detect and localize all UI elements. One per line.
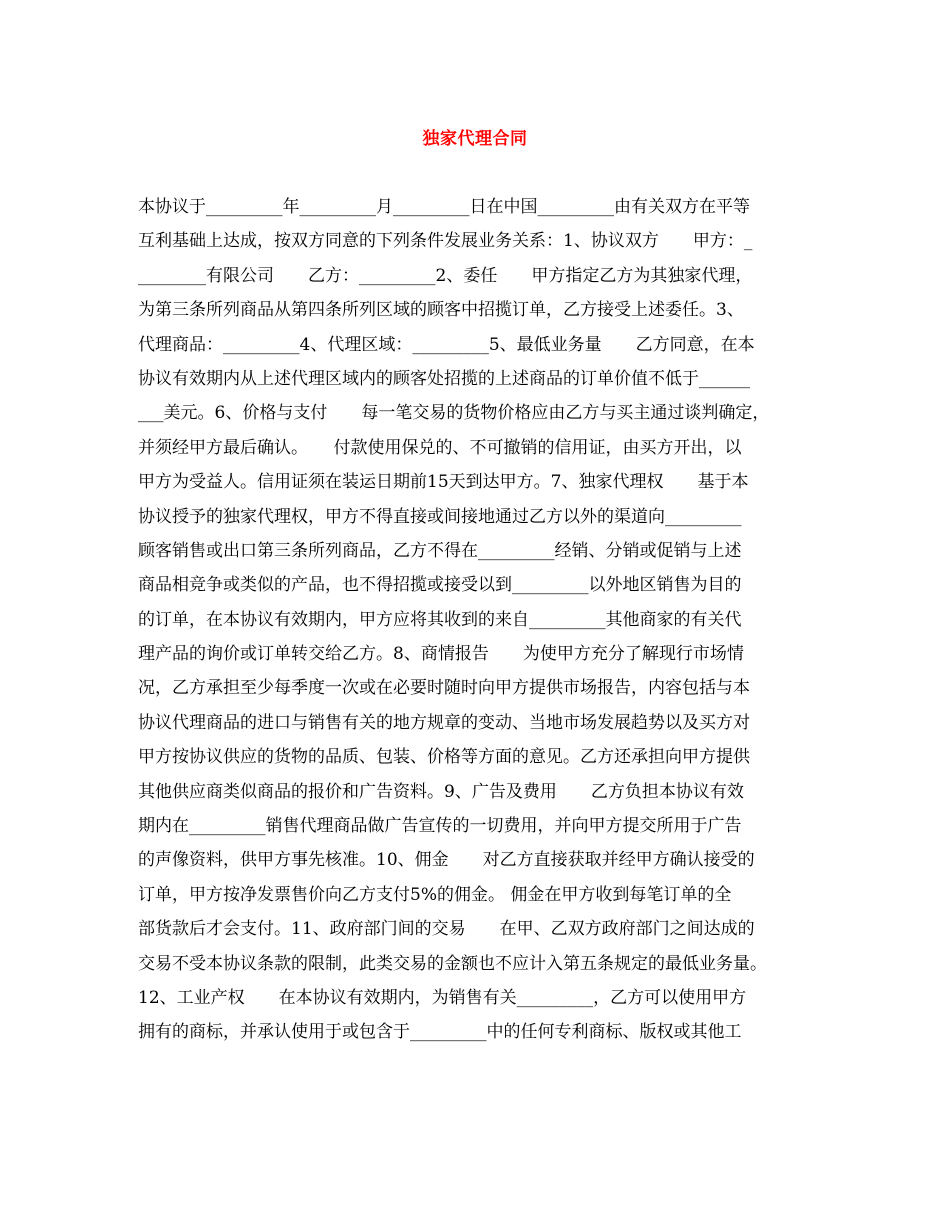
body-line: 协议有效期内从上述代理区域内的顾客处招揽的上述商品的订单价值不低于______ [138,368,750,389]
body-line: 本协议于_________年_________月_________日在中国_________由有关双方在平等 [138,197,750,217]
body-line: 为第三条所列商品从第四条所列区域的顾客中招揽订单，乙方接受上述委任。3、 [138,300,744,321]
body-line: 的订单，在本协议有效期内，甲方应将其收到的来自_________其他商家的有关代 [138,609,742,630]
body-line: ________有限公司 乙方：_________2、委任 甲方指定乙方为其独家代理， [138,265,753,286]
body-line: 的声像资料，供甲方事先核准。10、佣金 对乙方直接获取并经甲方确认接受的 [138,850,755,871]
body-line: 互利基础上达成，按双方同意的下列条件发展业务关系：1、协议双方 甲方：_ [138,231,753,252]
body-line: 并须经甲方最后确认。 付款使用保兑的、不可撤销的信用证，由买方开出，以 [138,437,742,458]
body-line: 拥有的商标，并承认使用于或包含于_________中的任何专利商标、版权或其他工 [138,1022,742,1043]
body-line: 代理商品：_________4、代理区域：_________5、最低业务量 乙方同意，在本 [138,334,755,355]
body-line: 交易不受本协议条款的限制，此类交易的金额也不应计入第五条规定的最低业务量。 [138,953,767,974]
document-body [138,190,818,1050]
body-line: 12、工业产权 在本协议有效期内，为销售有关_________，乙方可以使用甲方 [138,987,747,1008]
body-line: 期内在_________销售代理商品做广告宣传的一切费用，并向甲方提交所用于广告 [138,816,742,837]
body-line: 甲方为受益人。信用证须在装运日期前15天到达甲方。7、独家代理权 基于本 [138,472,749,493]
body-line: 协议授予的独家代理权，甲方不得直接或间接地通过乙方以外的渠道向_________ [138,506,742,527]
body-line: 甲方按协议供应的货物的品质、包装、价格等方面的意见。乙方还承担向甲方提供 [138,747,750,768]
body-line: 况，乙方承担至少每季度一次或在必要时随时向甲方提供市场报告，内容包括与本 [138,678,750,699]
body-line: 部货款后才会支付。11、政府部门间的交易 在甲、乙双方政府部门之间达成的 [138,919,755,940]
body-line: 理产品的询价或订单转交给乙方。8、商情报告 为使甲方充分了解现行市场情 [138,644,744,665]
body-line: ___美元。6、价格与支付 每一笔交易的货物价格应由乙方与买主通过谈判确定， [138,403,770,424]
body-line: 订单，甲方按净发票售价向乙方支付5%的佣金。 佣金在甲方收到每笔订单的全 [138,884,732,905]
body-line: 商品相竞争或类似的产品，也不得招揽或接受以到_________以外地区销售为目的 [138,575,742,596]
body-line: 协议代理商品的进口与销售有关的地方规章的变动、当地市场发展趋势以及买方对 [138,712,750,733]
body-line: 顾客销售或出口第三条所列商品，乙方不得在_________经销、分销或促销与上述 [138,540,742,561]
document-title: 独家代理合同 [422,129,528,149]
body-line: 其他供应商类似商品的报价和广告资料。9、广告及费用 乙方负担本协议有效 [138,781,744,802]
